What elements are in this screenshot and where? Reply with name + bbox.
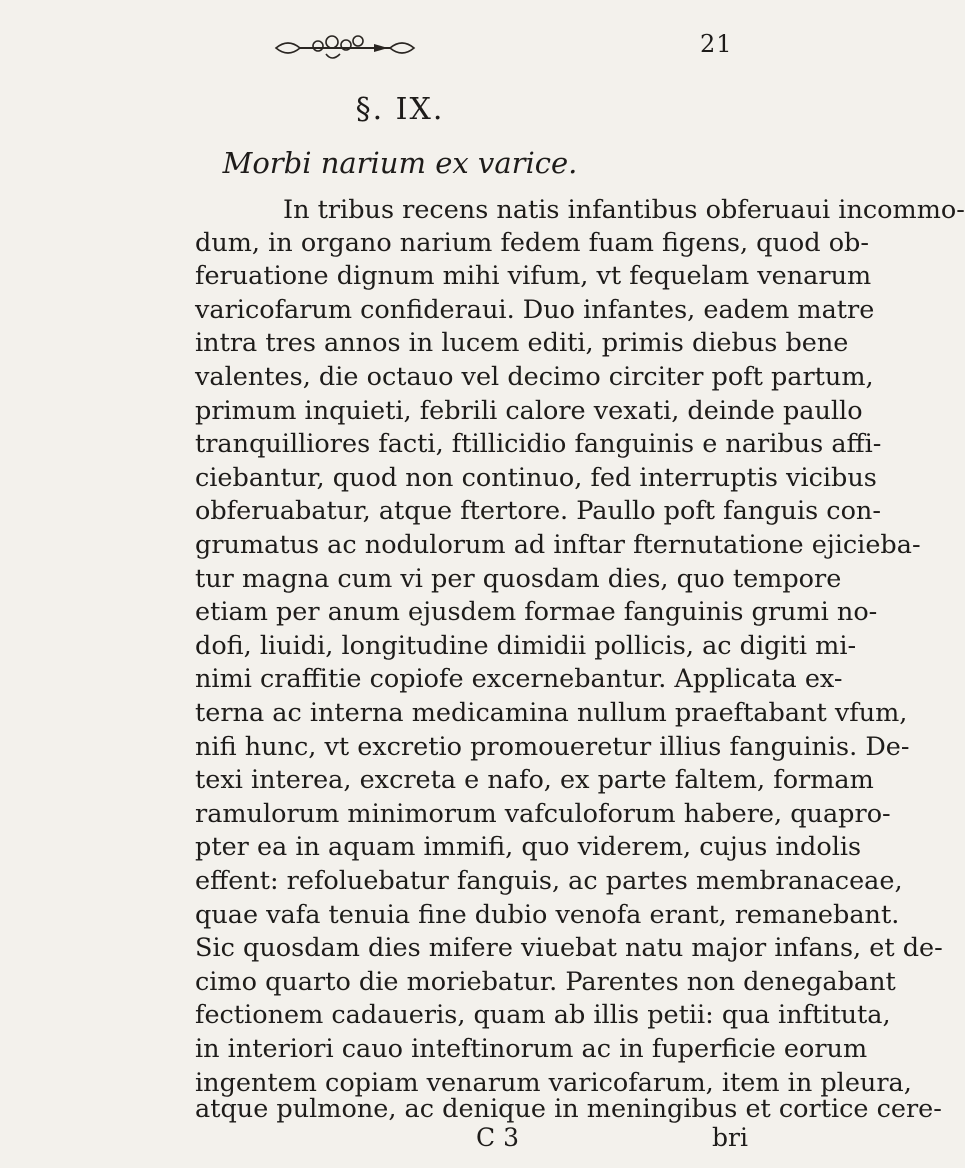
text-line: dum, in organo narium fedem fuam figens, quod ob- bbox=[195, 228, 869, 258]
text-line: intra tres annos in lucem editi, primis diebus bene bbox=[195, 328, 849, 358]
text-line: dofi, liuidi, longitudine dimidii pollicis, ac digiti mi- bbox=[195, 631, 857, 661]
signature-mark: C 3 bbox=[476, 1123, 519, 1152]
text-line: grumatus ac nodulorum ad inftar fternutatione ejicieba- bbox=[195, 530, 921, 560]
text-line: ramulorum minimorum vafculoforum habere, quapro- bbox=[195, 799, 891, 829]
text-line: obferuabatur, atque ftertore. Paullo poft fanguis con- bbox=[195, 496, 881, 526]
text-line: ciebantur, quod non continuo, fed interruptis vicibus bbox=[195, 463, 877, 493]
text-line: feruatione dignum mihi vifum, vt fequelam venarum bbox=[195, 261, 872, 291]
text-line: atque pulmone, ac denique in meningibus et cortice cere- bbox=[195, 1094, 942, 1124]
text-line: fectionem cadaueris, quam ab illis petii: qua inftituta, bbox=[195, 1000, 891, 1030]
text-line: nimi craffitie copiofe excernebantur. Applicata ex- bbox=[195, 664, 843, 694]
text-line: valentes, die octauo vel decimo circiter poft partum, bbox=[195, 362, 874, 392]
text-line: quae vafa tenuia fine dubio venofa erant, remanebant. bbox=[195, 900, 900, 930]
text-line: primum inquieti, febrili calore vexati, deinde paullo bbox=[195, 396, 863, 426]
text-line: In tribus recens natis infantibus obferuaui incommo- bbox=[283, 195, 965, 225]
text-line: etiam per anum ejusdem formae fanguinis grumi no- bbox=[195, 597, 878, 627]
text-line: tur magna cum vi per quosdam dies, quo tempore bbox=[195, 564, 842, 594]
text-line: nifi hunc, vt excretio promoueretur illius fanguinis. De- bbox=[195, 732, 910, 762]
text-line: tranquilliores facti, ftillicidio fanguinis e naribus affi- bbox=[195, 429, 882, 459]
text-line: Sic quosdam dies mifere viuebat natu major infans, et de- bbox=[195, 933, 943, 963]
section-heading: §. IX. bbox=[355, 92, 445, 127]
text-line: varicofarum confideraui. Duo infantes, eadem matre bbox=[195, 295, 875, 325]
text-line: pter ea in aquam immifi, quo viderem, cujus indolis bbox=[195, 832, 862, 862]
text-line: terna ac interna medicamina nullum praeftabant vfum, bbox=[195, 698, 908, 728]
section-title: Morbi narium ex varice. bbox=[222, 146, 578, 180]
text-line: effent: refoluebatur fanguis, ac partes membranaceae, bbox=[195, 866, 903, 896]
page-number: 21 bbox=[700, 30, 733, 58]
catchword: bri bbox=[712, 1123, 748, 1152]
text-line: in interiori cauo inteftinorum ac in fuperficie eorum bbox=[195, 1034, 868, 1064]
text-line: texi interea, excreta e nafo, ex parte faltem, formam bbox=[195, 765, 874, 795]
text-line: ingentem copiam venarum varicofarum, item in pleura, bbox=[195, 1068, 912, 1098]
text-line: cimo quarto die moriebatur. Parentes non denegabant bbox=[195, 967, 896, 997]
